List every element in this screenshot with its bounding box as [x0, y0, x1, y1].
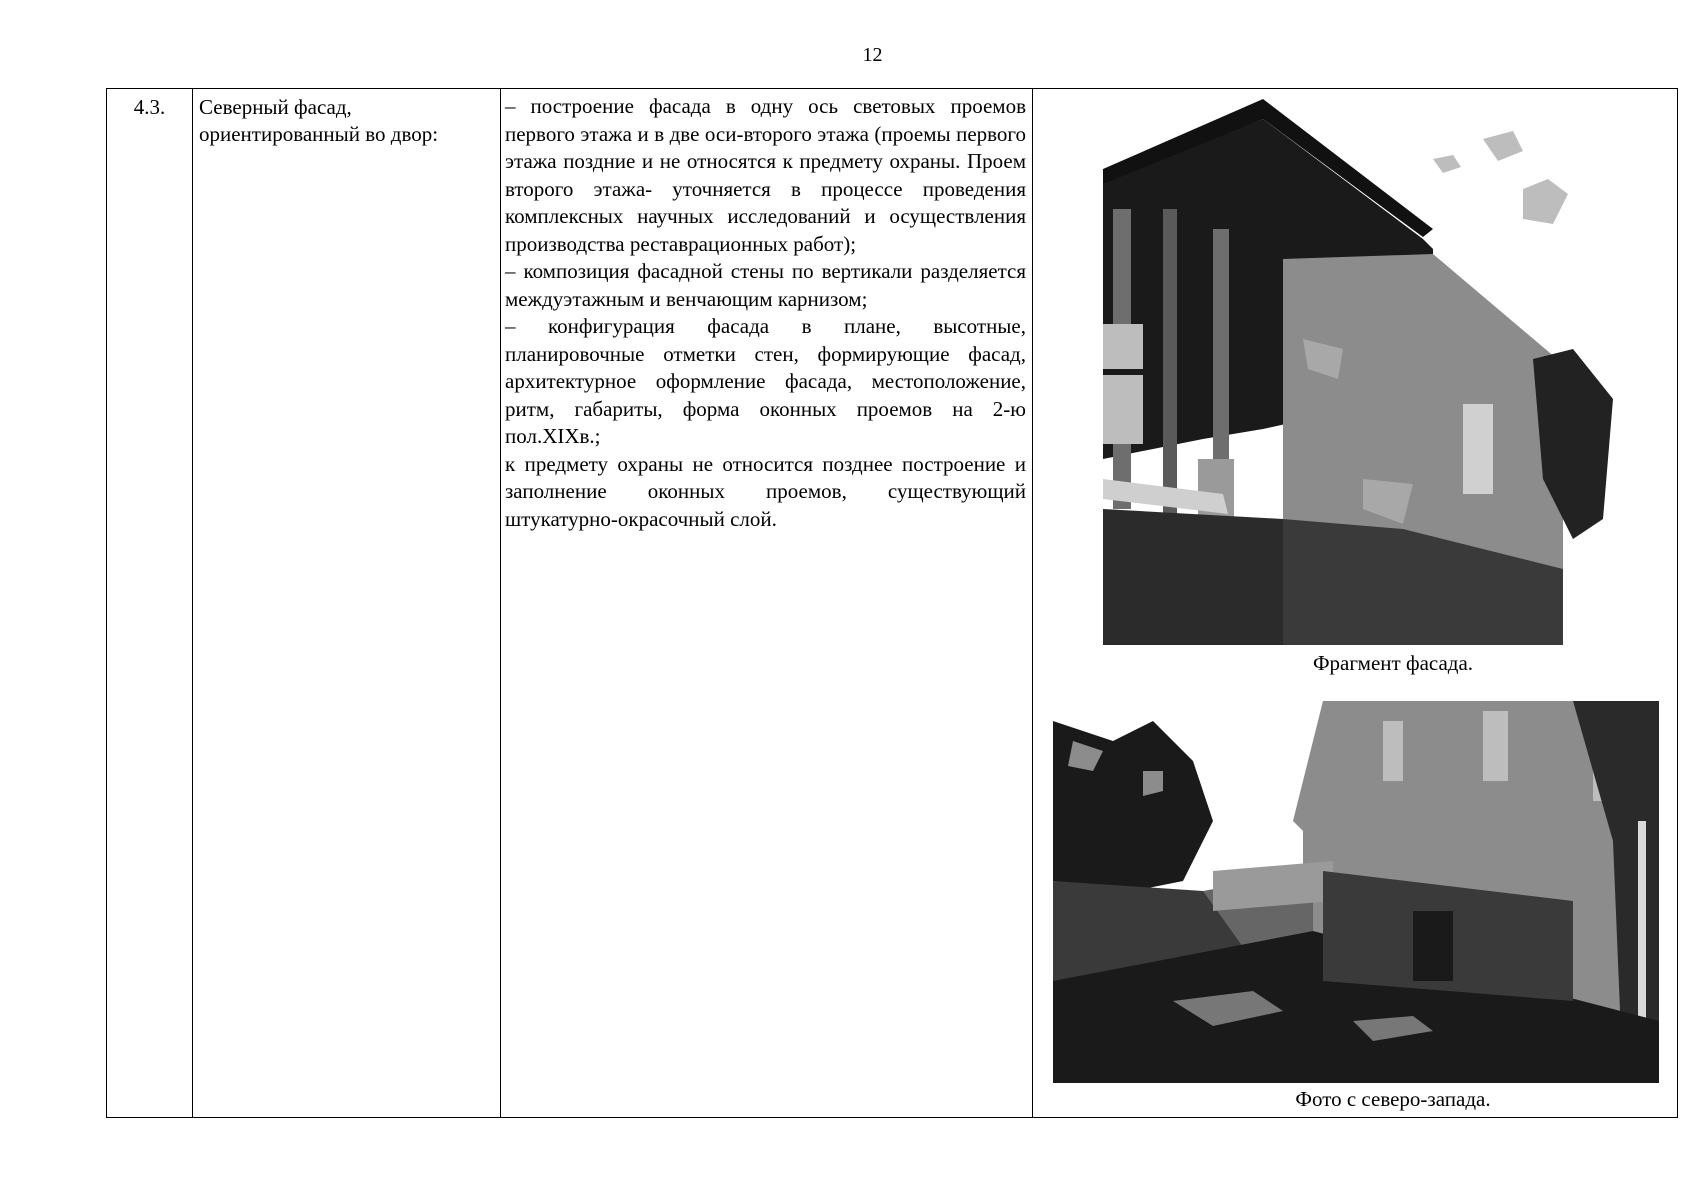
- photo-2-caption: Фото с северо-запада.: [1295, 1087, 1491, 1111]
- protection-subject-cell: [501, 89, 1033, 1117]
- row-index-cell: [107, 89, 193, 1117]
- description-paragraph-1: – построение фасада в одну ось световых проемов первого этажа и в две оси-второго этажа (проемы первого этажа поздние и не относятся к предмету охраны. Проем второго этажа- уточняется в процессе проведения комплексных научных исследований и осуществления производства реставрационных работ);: [505, 94, 1026, 256]
- photos-cell: [1033, 89, 1677, 1117]
- facade-fragment-photo: [1103, 99, 1613, 645]
- element-name-cell: [193, 89, 501, 1117]
- photo-1-caption: Фрагмент фасада.: [1312, 651, 1474, 675]
- description-paragraph-2: – композиция фасадной стены по вертикали разделяется междуэтажным и венчающим карнизом;: [505, 259, 1026, 311]
- object-table: [106, 88, 1678, 1118]
- row-index: 4.3.: [133, 95, 166, 119]
- northwest-view-photo: [1053, 701, 1659, 1083]
- description-paragraph-3: – конфигурация фасада в плане, высотные, планировочные отметки стен, формирующие фасад, архитектурное оформление фасада, местоположение, ритм, габариты, форма оконных проемов на 2-ю пол.XIXв.;: [505, 314, 1026, 448]
- element-name: Северный фасад, ориентированный во двор:: [199, 95, 439, 146]
- description-paragraph-4: к предмету охраны не относится позднее построение и заполнение оконных проемов, существующий штукатурно-окрасочный слой.: [505, 451, 1026, 531]
- page-number: 12: [862, 44, 883, 66]
